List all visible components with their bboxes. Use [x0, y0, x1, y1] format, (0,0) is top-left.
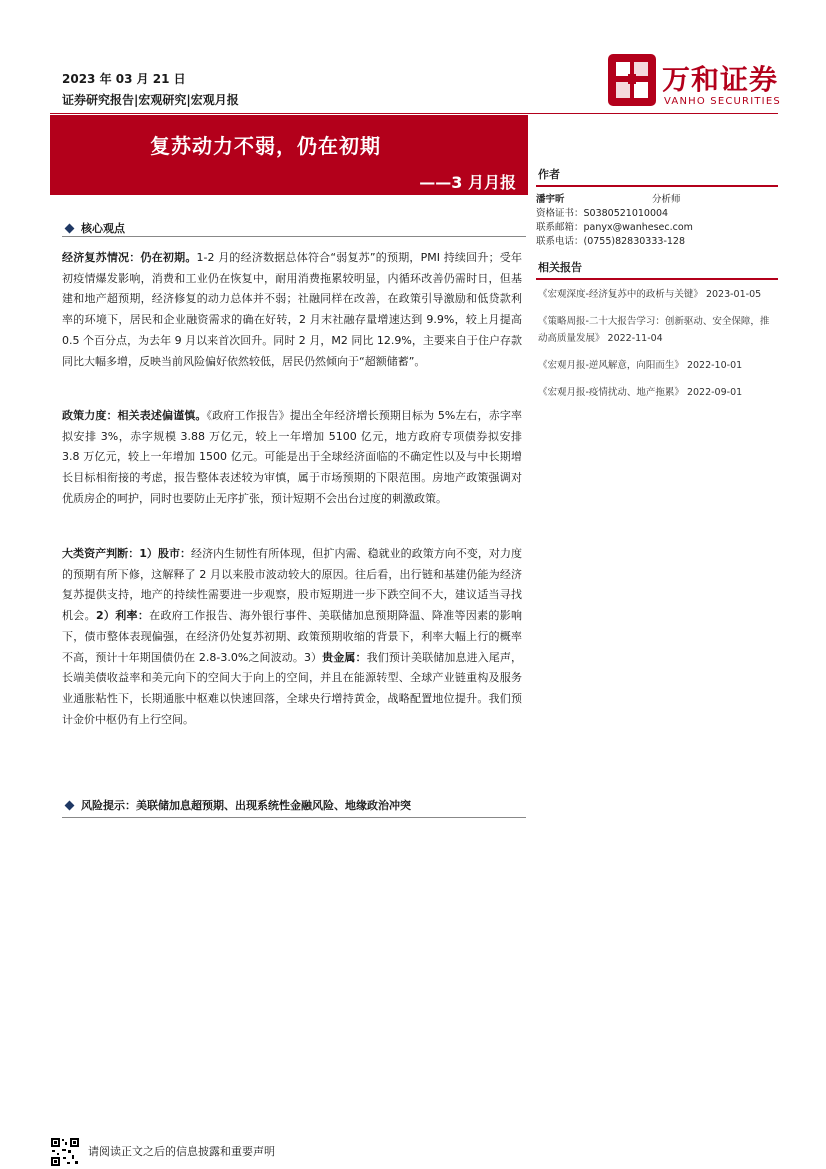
report-subtitle: ——3 月月报 — [419, 173, 516, 192]
paragraph-label: 政策力度：相关表述偏谨慎。 — [62, 409, 207, 422]
report-type: 证券研究报告|宏观研究|宏观月报 — [62, 93, 239, 107]
logo-name-en: VANHO SECURITIES — [664, 96, 781, 107]
section-divider — [62, 236, 526, 237]
paragraph-text: 《政府工作报告》提出全年经济增长预期目标为 5%左右，赤字率拟安排 3%，赤字规模 3.88 万亿元，较上一年增加 5100 亿元，地方政府专项债券拟安排 3.8 万亿元，较上一年增加 1500 亿元。可能是出于全球经济面临的不确定性以及与中长期增长目标相衔接的考虑，报告整体表述较为审慎，属于市场预期的下限范围。房地产政策强调对优质房企的呵护，同时也要防止无序扩张，预计短期不会出台过度的刺激政策。 — [62, 409, 523, 505]
author-phone: 联系电话：(0755)82830333-128 — [536, 236, 686, 247]
logo-mark-icon — [608, 54, 656, 106]
author-email[interactable]: 联系邮箱：panyx@wanhesec.com — [536, 222, 693, 233]
related-report[interactable]: 《宏观月报-逆风解意，向阳而生》 2022-10-01 — [538, 360, 743, 371]
paragraph-policy — [62, 406, 522, 510]
section-divider — [62, 817, 526, 818]
related-section-title: 相关报告 — [536, 257, 778, 280]
paragraph-assets — [62, 544, 522, 730]
risk-text: 风险提示：美联储加息超预期、出现系统性金融风险、地缘政治冲突 — [81, 799, 411, 812]
paragraph-label: 贵金属： — [322, 650, 367, 664]
paragraph-label: 经济复苏情况：仍在初期。 — [62, 251, 197, 264]
risk-section-header — [62, 797, 411, 813]
author-section-title: 作者 — [536, 164, 778, 187]
author-name: 潘宇昕 — [536, 194, 565, 205]
qr-code-icon — [50, 1137, 80, 1167]
company-logo — [608, 54, 780, 110]
related-report[interactable]: 《策略周报-二十大报告学习：创新驱动、安全保障，推动高质量发展》 2022-11-04 — [538, 316, 770, 344]
paragraph-text: 我们预计美联储加息进入尾声，长端美债收益率和美元向下的空间大于向上的空间，并且在能源转型、全球产业链重构及服务业通胀粘性下，长期通胀中枢难以快速回落，全球央行增持黄金，战略配置地位提升。我们预计金价中枢仍有上行空间。 — [62, 650, 523, 726]
report-title: 复苏动力不弱，仍在初期 — [150, 134, 381, 158]
diamond-bullet-icon — [65, 801, 75, 811]
author-row — [536, 193, 778, 207]
report-date: 2023 年 03 月 21 日 — [62, 72, 186, 86]
logo-name-cn: 万和证券 — [662, 63, 779, 96]
title-banner — [50, 115, 528, 195]
paragraph-text: 1-2 月的经济数据总体符合“弱复苏”的预期，PMI 持续回升；受年初疫情爆发影响，消费和工业仍在恢复中，耐用消费拖累较明显，内循环改善仍需时日，但基建和地产超预期，经济修复的动力总体并不弱；社融同样在改善，在政策引导激励和低贷款利率的环境下，居民和企业融资需求的确在好转，2 月末社融存量增速达到 9.9%，较上月提高 0.5 个百分点，为去年 9 月以来首次回升。同时 2 月，M2 同比 12.9%，主要来自于住户存款同比大幅多增，反映当前风险偏好依然较低，居民仍然倾向于“超额储蓄”。 — [62, 251, 522, 368]
core-section-title: 核心观点 — [81, 222, 125, 235]
related-report[interactable]: 《宏观月报-疫情扰动、地产拖累》 2022-09-01 — [538, 387, 743, 398]
diamond-bullet-icon — [65, 224, 75, 234]
paragraph-label: 大类资产判断：1）股市： — [62, 547, 192, 560]
author-cert: 资格证书：S0380521010004 — [536, 208, 669, 219]
core-section-header — [62, 220, 125, 236]
paragraph-text: 经济内生韧性有所体现，但扩内需、稳就业的政策方向不变，对力度的预期有所下修，这解释了 2 月以来股市波动较大的原因。往后看，出行链和基建仍能为经济复苏提供支持，地产的持续性需要进一步观察，股市短期进一步下跌空间不大，建议适当寻找机会。 — [62, 547, 522, 623]
paragraph-economy — [62, 248, 522, 372]
paragraph-text: 在政府工作报告、海外银行事件、美联储加息预期降温、降准等因素的影响下，债市整体表现偏强，在经济仍处复苏初期、政策预期收缩的背景下，利率大幅上行的概率不高，预计十年期国债仍在 2.8-3.0%之间波动。3） — [62, 609, 523, 664]
paragraph-label: 2）利率： — [95, 609, 150, 623]
header-rule — [50, 113, 778, 114]
author-role: 分析师 — [652, 194, 681, 205]
disclaimer-note: 请阅读正文之后的信息披露和重要声明 — [88, 1145, 275, 1158]
related-report[interactable]: 《宏观深度-经济复苏中的政析与关键》 2023-01-05 — [538, 289, 762, 300]
sidebar — [536, 164, 778, 411]
